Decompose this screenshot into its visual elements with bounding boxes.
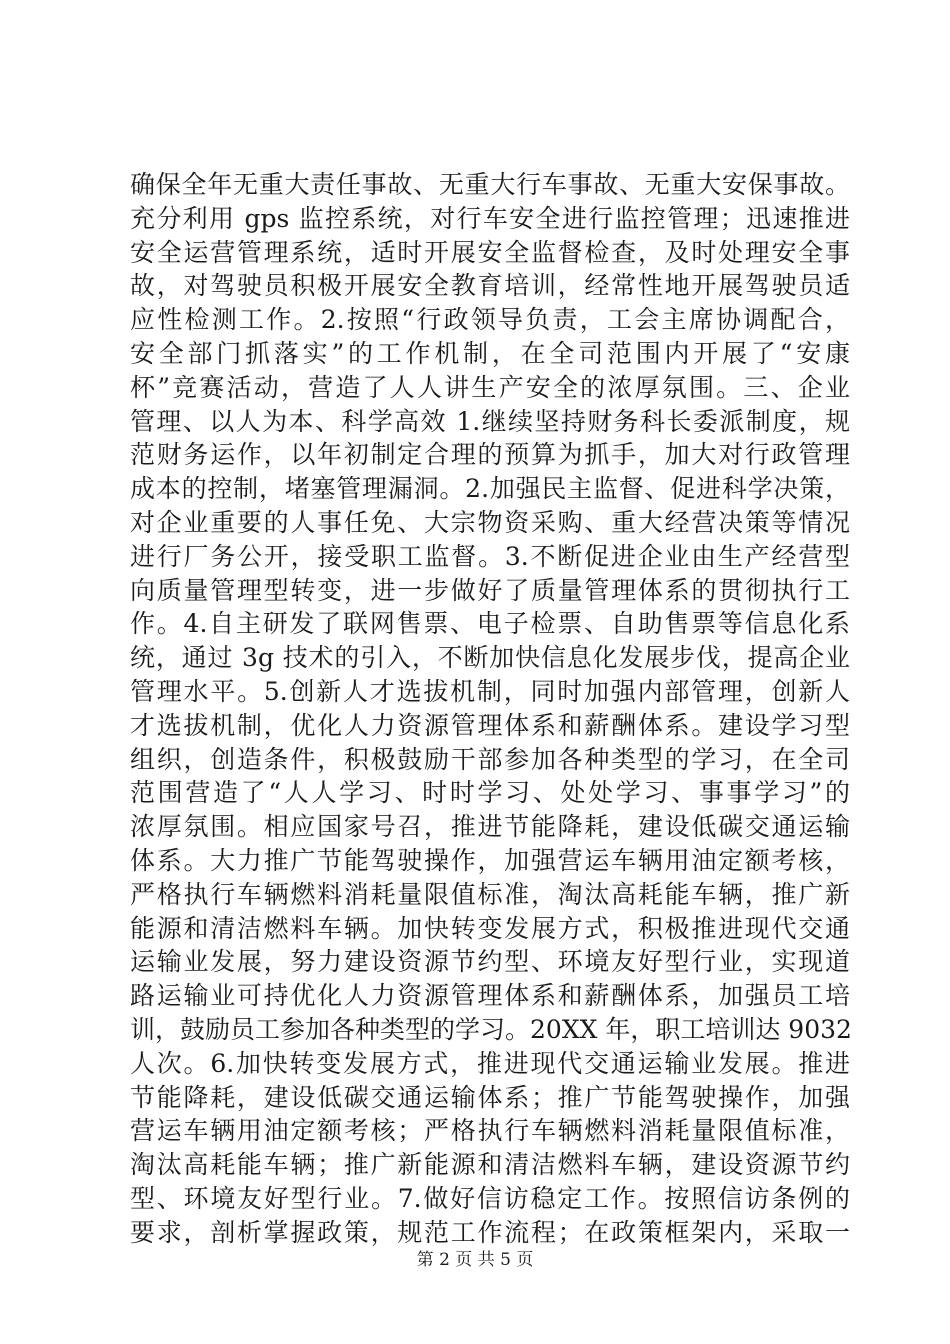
text-line: 运输业发展，努力建设资源节约型、环境友好型行业，实现道: [130, 947, 850, 977]
body-text: [130, 168, 850, 1250]
text-line: 杯”竞赛活动，营造了人人讲生产安全的浓厚氛围。三、企业: [130, 372, 850, 402]
text-line: 范围营造了“人人学习、时时学习、处处学习、事事学习”的: [130, 778, 850, 808]
text-line: 应性检测工作。2.按照“行政领导负责，工会主席协调配合，: [130, 305, 850, 335]
text-line: 成本的控制，堵塞管理漏洞。2.加强民主监督、促进科学决策，: [130, 474, 850, 504]
text-line: 能源和清洁燃料车辆。加快转变发展方式，积极推进现代交通: [130, 913, 850, 943]
text-line: 统，通过 3g 技术的引入，不断加快信息化发展步伐，提高企业: [130, 643, 850, 673]
text-line: 管理、以人为本、科学高效 1.继续坚持财务科长委派制度，规: [130, 406, 850, 436]
text-line: 淘汰高耗能车辆；推广新能源和清洁燃料车辆，建设资源节约: [130, 1150, 850, 1180]
text-line: 对企业重要的人事任免、大宗物资采购、重大经营决策等情况: [130, 507, 850, 537]
text-line: 故，对驾驶员积极开展安全教育培训，经常性地开展驾驶员适: [130, 271, 850, 301]
text-line: 向质量管理型转变，进一步做好了质量管理体系的贯彻执行工: [130, 575, 850, 605]
text-line: 才选拔机制，优化人力资源管理体系和薪酬体系。建设学习型: [130, 710, 850, 740]
text-line: 进行厂务公开，接受职工监督。3.不断促进企业由生产经营型: [130, 541, 850, 571]
text-line: 安全运营管理系统，适时开展安全监督检查，及时处理安全事: [130, 237, 850, 267]
text-line: 营运车辆用油定额考核；严格执行车辆燃料消耗量限值标准，: [130, 1116, 850, 1146]
text-line: 节能降耗，建设低碳交通运输体系；推广节能驾驶操作，加强: [130, 1082, 850, 1112]
text-line: 浓厚氛围。相应国家号召，推进节能降耗，建设低碳交通运输: [130, 812, 850, 842]
text-line: 型、环境友好型行业。7.做好信访稳定工作。按照信访条例的: [130, 1183, 850, 1213]
text-line: 组织，创造条件，积极鼓励干部参加各种类型的学习，在全司: [130, 744, 850, 774]
text-line: 作。4.自主研发了联网售票、电子检票、自助售票等信息化系: [130, 609, 850, 639]
text-line: 安全部门抓落实”的工作机制，在全司范围内开展了“安康: [130, 338, 850, 368]
text-line: 范财务运作，以年初制定合理的预算为抓手，加大对行政管理: [130, 440, 850, 470]
text-line: 确保全年无重大责任事故、无重大行车事故、无重大安保事故。: [130, 170, 850, 199]
text-line: 路运输业可持优化人力资源管理体系和薪酬体系，加强员工培: [130, 981, 850, 1011]
text-line: 要求，剖析掌握政策，规范工作流程；在政策框架内，采取一: [130, 1217, 850, 1247]
text-line: 充分利用 gps 监控系统，对行车安全进行监控管理；迅速推进: [130, 203, 850, 233]
page-footer: 第 2 页 共 5 页: [416, 1250, 534, 1270]
text-line: 管理水平。5.创新人才选拔机制，同时加强内部管理，创新人: [130, 676, 850, 706]
text-line: 严格执行车辆燃料消耗量限值标准，淘汰高耗能车辆，推广新: [130, 879, 850, 909]
text-line: 体系。大力推广节能驾驶操作，加强营运车辆用油定额考核，: [130, 845, 850, 875]
text-line: 人次。6.加快转变发展方式，推进现代交通运输业发展。推进: [130, 1048, 850, 1078]
text-line: 训，鼓励员工参加各种类型的学习。20XX 年，职工培训达 9032: [130, 1014, 852, 1044]
